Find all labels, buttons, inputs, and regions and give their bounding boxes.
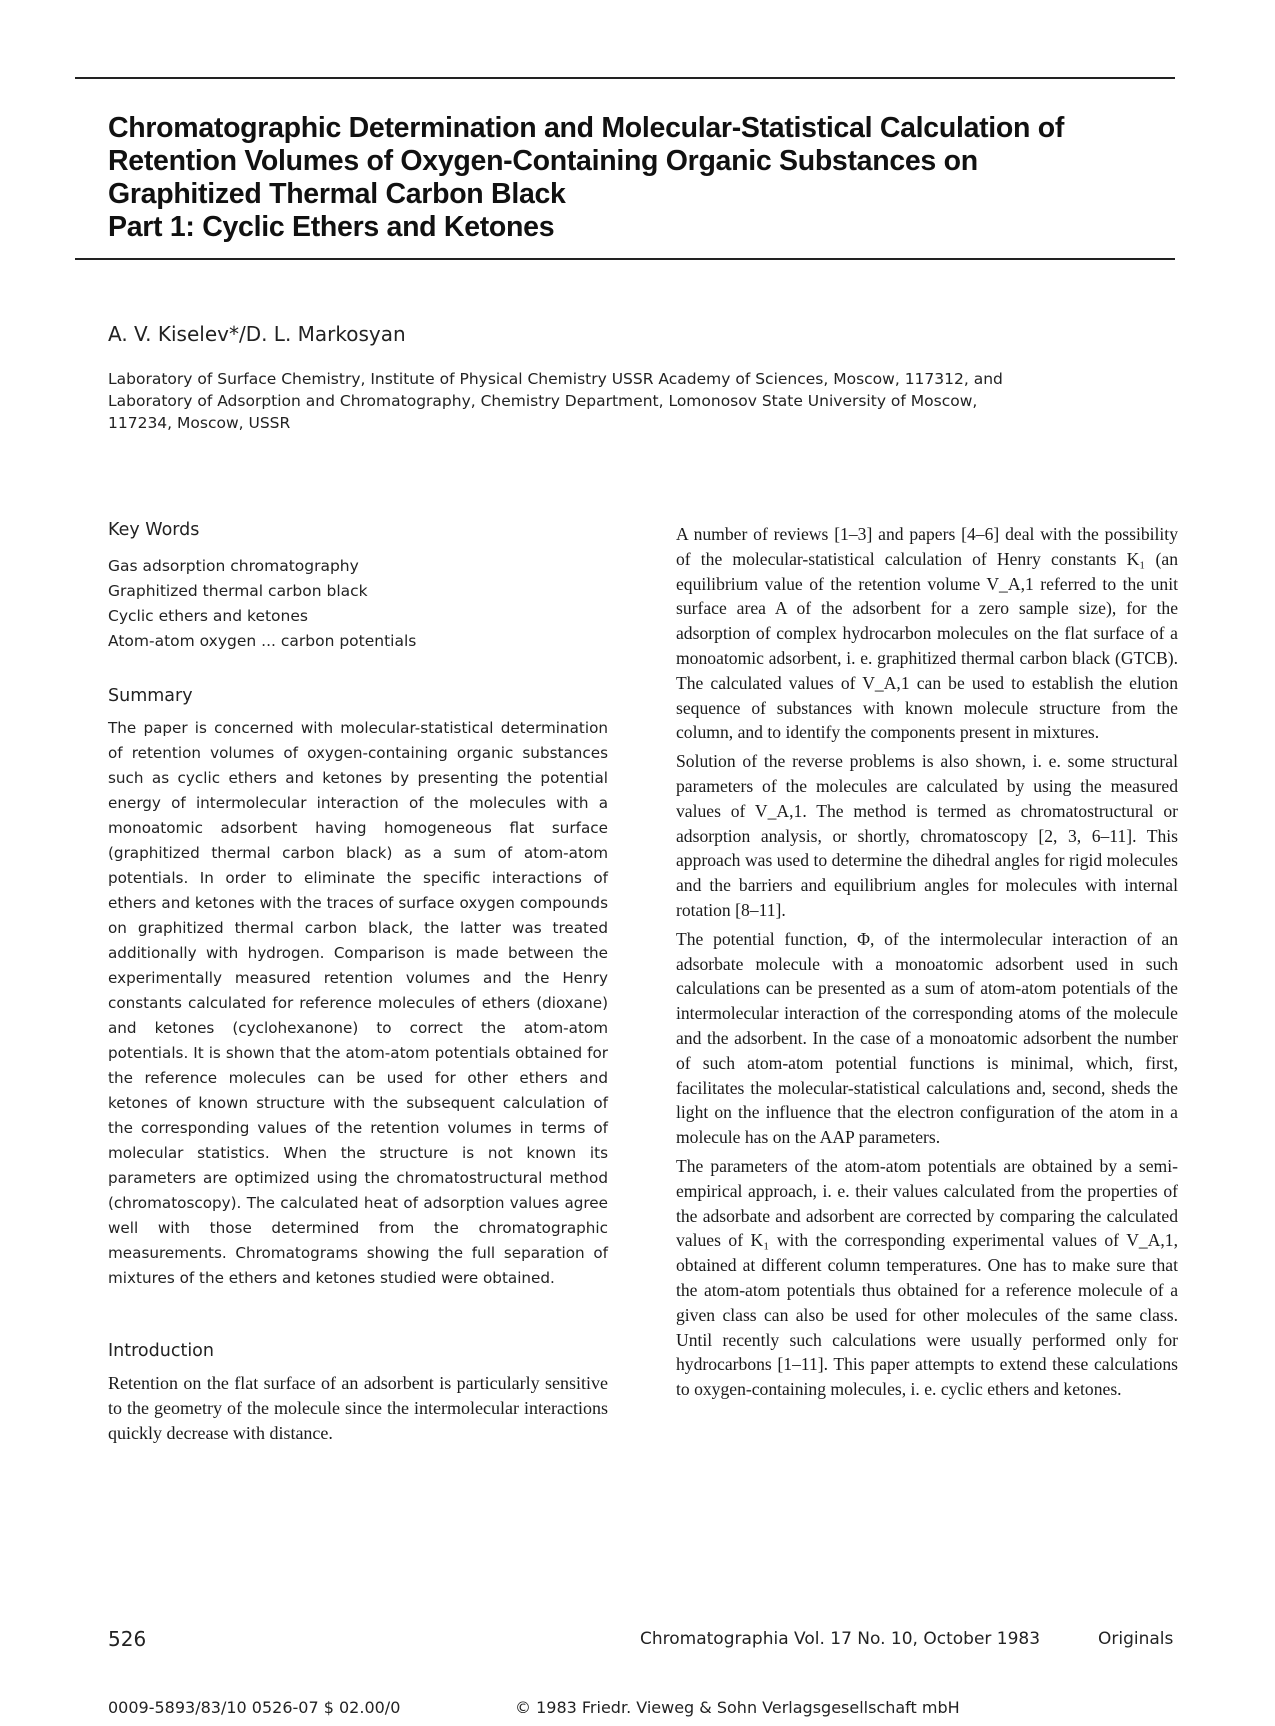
body-paragraph: The parameters of the atom-atom potentials are obtained by a semi-empirical approach, i. e. their values calculated from the properties of the adsorbate and adsorbent are corrected by comparing the calculated values of K₁ with the corresponding experimental values of V_A,1, obtained at different column temperatures. One has to make sure that the atom-atom potentials thus obtained for a reference molecule of a given class can also be used for other molecules of the same class. Until recently such calculations were usually performed only for hydrocarbons [1–11]. This paper attempts to extend these calculations to oxygen-containing molecules, i. e. cyclic ethers and ketones.	[676, 1155, 1178, 1400]
affiliation-line: Laboratory of Adsorption and Chromatography, Chemistry Department, Lomonosov State University of Moscow,	[108, 392, 978, 410]
summary-heading: Summary	[108, 686, 193, 706]
paper-title	[108, 112, 1168, 244]
authors: A. V. Kiselev*/D. L. Markosyan	[108, 322, 406, 346]
keyword-item: Cyclic ethers and ketones	[108, 607, 308, 625]
article-code: 0009-5893/83/10 0526-07 $ 02.00/0	[108, 1698, 401, 1717]
affiliation-line: 117234, Moscow, USSR	[108, 414, 291, 432]
keyword-item: Atom-atom oxygen ... carbon potentials	[108, 632, 417, 650]
title-bottom-rule	[75, 258, 1175, 260]
introduction-heading: Introduction	[108, 1341, 214, 1361]
left-column	[108, 520, 608, 1446]
section-label: Originals	[1098, 1629, 1174, 1649]
body-paragraph: The potential function, Φ, of the intermolecular interaction of an adsorbate molecule with a monoatomic adsorbent used in such calculations can be presented as a sum of atom-atom potentials of the intermolecular interaction of the corresponding atoms of the molecule and the adsorbent. In the case of a monoatomic adsorbent the number of such atom-atom potential functions is minimal, which, first, facilitates the molecular-statistical calculations and, second, sheds the light on the influence that the electron configuration of the atom in a molecule has on the AAP parameters.	[676, 928, 1178, 1148]
page-number: 526	[108, 1627, 147, 1651]
title-line: Part 1: Cyclic Ethers and Ketones	[108, 211, 555, 243]
affiliation	[108, 368, 1148, 434]
introduction-text: Retention on the flat surface of an adsorbent is particularly sensitive to the geometry of the molecule since the intermolecular interactions quickly decrease with distance.	[108, 1373, 608, 1443]
title-line: Graphitized Thermal Carbon Black	[108, 178, 566, 210]
journal-citation: Chromatographia Vol. 17 No. 10, October 1983	[640, 1629, 1041, 1649]
right-column	[676, 522, 1178, 1406]
title-line: Retention Volumes of Oxygen-Containing Organic Substances on	[108, 145, 978, 177]
top-rule	[75, 77, 1175, 79]
summary-text: The paper is concerned with molecular-statistical determination of retention volumes of oxygen-containing organic substances such as cyclic ethers and ketones by presenting the potential energy of intermolecular interaction of the molecules with a monoatomic adsorbent having homogeneous flat surface (graphitized thermal carbon black) as a sum of atom-atom potentials. In order to eliminate the specific interactions of ethers and ketones with the traces of surface oxygen compounds on graphitized thermal carbon black, the latter was treated additionally with hydrogen. Comparison is made between the experimentally measured retention volumes and the Henry constants calculated for reference molecules of ethers (dioxane) and ketones (cyclohexanone) to correct the atom-atom potentials. It is shown that the atom-atom potentials obtained for the reference molecules can be used for other ethers and ketones of known structure with the subsequent calculation of the corresponding values of the retention volumes in terms of molecular statistics. When the structure is not known its parameters are optimized using the chromatostructural method (chromatoscopy). The calculated heat of adsorption values agree well with those determined from the chromatographic measurements. Chromatograms showing the full separation of mixtures of the ethers and ketones studied were obtained.	[108, 719, 608, 1287]
keyword-item: Gas adsorption chromatography	[108, 557, 359, 575]
affiliation-line: Laboratory of Surface Chemistry, Institute of Physical Chemistry USSR Academy of Sciences, Moscow, 117312, and	[108, 370, 1003, 388]
keywords-list	[108, 554, 608, 654]
keyword-item: Graphitized thermal carbon black	[108, 582, 368, 600]
body-paragraph: A number of reviews [1–3] and papers [4–6] deal with the possibility of the molecular-statistical calculation of Henry constants K₁ (an equilibrium value of the retention volume V_A,1 referred to the unit surface area A of the adsorbent for a zero sample size), for the adsorption of complex hydrocarbon molecules on the flat surface of a monoatomic adsorbent, i. e. graphitized thermal carbon black (GTCB). The calculated values of V_A,1 can be used to establish the elution sequence of substances with known molecule structure from the column, and to identify the components present in mixtures.	[676, 524, 1178, 743]
body-paragraph: Solution of the reverse problems is also shown, i. e. some structural parameters of the molecules are calculated by using the measured values of V_A,1. The method is termed as chromatostructural or adsorption analysis, or shortly, chromatoscopy [2, 3, 6–11]. This approach was used to determine the dihedral angles for rigid molecules and the barriers and equilibrium angles for molecules with internal rotation [8–11].	[676, 751, 1178, 920]
keywords-heading: Key Words	[108, 520, 200, 540]
copyright: © 1983 Friedr. Vieweg & Sohn Verlagsgesellschaft mbH	[515, 1698, 960, 1717]
title-line: Chromatographic Determination and Molecular-Statistical Calculation of	[108, 112, 1065, 144]
